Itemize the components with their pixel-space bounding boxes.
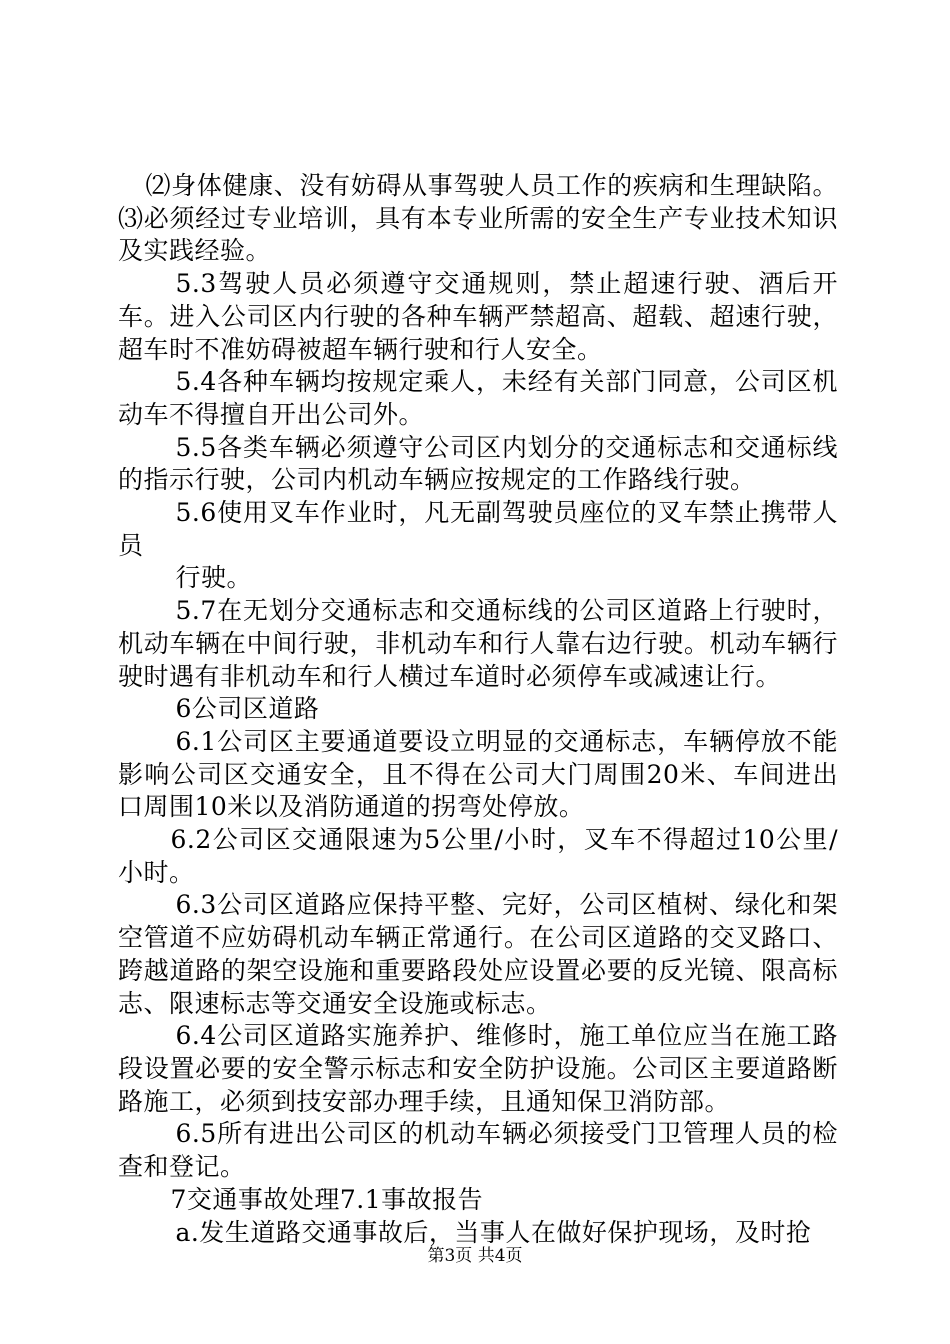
paragraph-6-3: 6.3公司区道路应保持平整、完好，公司区植树、绿化和架空管道不应妨碍机动车辆正常通行。在公司区道路的交叉路口、跨越道路的架空设施和重要路段处应设置必要的反光镜、限高标志、限速标志等交通安全设施或标志。 xyxy=(118,890,838,1018)
paragraph-5-3: 5.3驾驶人员必须遵守交通规则，禁止超速行驶、酒后开车。进入公司区内行驶的各种车辆严禁超高、超载、超速行驶，超车时不准妨碍被超车辆行驶和行人安全。 xyxy=(118,269,838,364)
paragraph-5-5: 5.5各类车辆必须遵守公司区内划分的交通标志和交通标线的指示行驶，公司内机动车辆应按规定的工作路线行驶。 xyxy=(118,432,838,495)
paragraph-5-6: 5.6使用叉车作业时，凡无副驾驶员座位的叉车禁止携带人员 xyxy=(118,498,838,560)
paragraph-5-6-continued: 行驶。 xyxy=(175,563,253,593)
paragraph-5-4: 5.4各种车辆均按规定乘人，未经有关部门同意，公司区机动车不得擅自开出公司外。 xyxy=(118,367,838,429)
document-body xyxy=(118,170,838,1249)
paragraph-6-2: 6.2公司区交通限速为5公里/小时，叉车不得超过10公里/小时。 xyxy=(118,825,838,887)
section-heading-7: 7交通事故处理7.1事故报告 xyxy=(170,1184,484,1214)
paragraph-health-training: ⑵身体健康、没有妨碍从事驾驶人员工作的疾病和生理缺陷。⑶必须经过专业培训，具有本专业所需的安全生产专业技术知识及实践经验。 xyxy=(118,171,838,266)
paragraph-5-7: 5.7在无划分交通标志和交通标线的公司区道路上行驶时，机动车辆在中间行驶，非机动车和行人靠右边行驶。机动车辆行驶时遇有非机动车和行人横过车道时必须停车或减速让行。 xyxy=(118,596,838,691)
paragraph-6-5: 6.5所有进出公司区的机动车辆必须接受门卫管理人员的检查和登记。 xyxy=(118,1119,838,1182)
paragraph-6-1: 6.1公司区主要通道要设立明显的交通标志，车辆停放不能影响公司区交通安全，且不得在公司大门周围20米、车间进出口周围10米以及消防通道的拐弯处停放。 xyxy=(118,726,838,822)
paragraph-7-1-a: a.发生道路交通事故后，当事人在做好保护现场，及时抢 xyxy=(175,1217,812,1247)
page-number-footer: 第3页 共4页 xyxy=(427,1246,523,1266)
section-heading-6: 6公司区道路 xyxy=(175,694,320,724)
paragraph-6-4: 6.4公司区道路实施养护、维修时，施工单位应当在施工路段设置必要的安全警示标志和安全防护设施。公司区主要道路断路施工，必须到技安部办理手续，且通知保卫消防部。 xyxy=(118,1021,838,1116)
